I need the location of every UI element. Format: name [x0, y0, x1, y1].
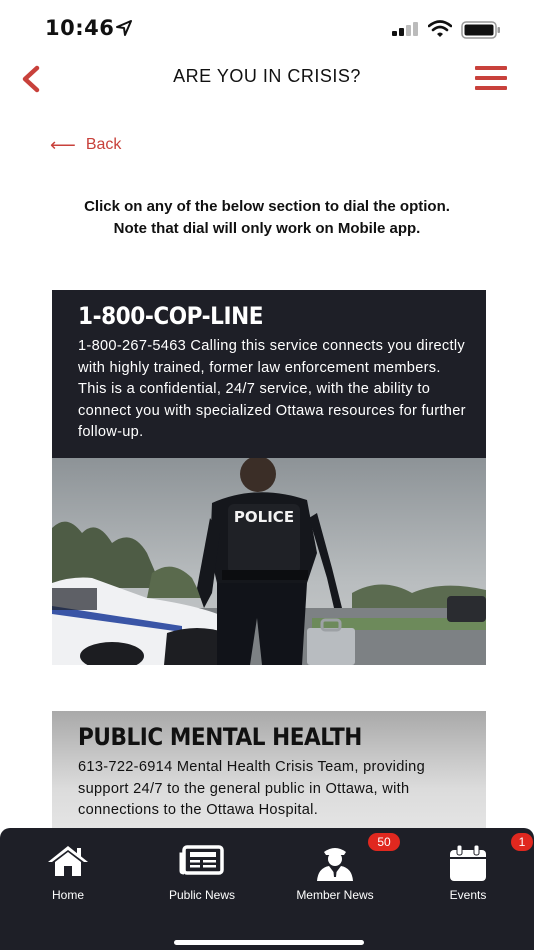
instructions — [0, 196, 534, 240]
member-icon — [315, 844, 355, 882]
public-mental-health-card-header — [52, 711, 486, 841]
public-mental-health-title: PUBLIC MENTAL HEALTH — [78, 723, 362, 751]
events-badge: 1 — [511, 833, 533, 851]
tab-member-news[interactable] — [268, 828, 402, 918]
nav-bar — [0, 56, 534, 102]
instructions-line-2: Note that dial will only work on Mobile app. — [113, 220, 421, 237]
wifi-icon — [428, 20, 452, 38]
tab-home-label: Home — [51, 888, 84, 902]
public-mental-health-card[interactable] — [52, 711, 486, 841]
member-news-badge: 50 — [368, 833, 400, 851]
instructions-line-1: Click on any of the below section to dial the option. — [84, 198, 450, 215]
public-mental-health-description: 613-722-6914 Mental Health Crisis Team, providing support 24/7 to the general public in Ottawa, with connections to the Ottawa Hospital. — [78, 759, 426, 818]
cop-line-card[interactable] — [52, 290, 486, 665]
back-link[interactable] — [50, 136, 121, 154]
bottom-tab-bar — [0, 828, 534, 950]
police-officer-image — [52, 458, 486, 665]
hamburger-menu-icon[interactable] — [474, 64, 508, 92]
tab-events-label: Events — [449, 888, 487, 902]
home-icon — [46, 844, 90, 878]
calendar-icon — [448, 844, 488, 882]
cop-line-title: 1-800-COP-LINE — [78, 302, 264, 330]
tab-events[interactable] — [401, 828, 534, 918]
left-arrow-icon: ⟵ — [50, 135, 76, 155]
cop-line-description: 1-800-267-5463 Calling this service connects you directly with highly trained, former law enforcement members. This is a confidential, 24/7 service, with the ability to connect you with specialized Ottawa resources for further follow-up. — [78, 338, 466, 440]
home-indicator — [174, 940, 364, 945]
back-link-label: Back — [85, 136, 122, 153]
cellular-signal-icon — [392, 22, 420, 36]
tab-member-news-label: Member News — [296, 888, 374, 902]
tab-home[interactable] — [1, 828, 135, 918]
battery-icon — [461, 21, 501, 39]
cop-line-card-header — [52, 290, 486, 458]
status-time: 10:46 — [45, 16, 115, 40]
tab-public-news-label: Public News — [168, 888, 236, 902]
page-title: ARE YOU IN CRISIS? — [173, 66, 361, 86]
tab-public-news[interactable] — [135, 828, 269, 918]
newspaper-icon — [179, 844, 225, 876]
status-bar — [0, 0, 534, 56]
police-vest-text: POLICE — [233, 508, 295, 526]
location-arrow-icon — [116, 20, 132, 36]
